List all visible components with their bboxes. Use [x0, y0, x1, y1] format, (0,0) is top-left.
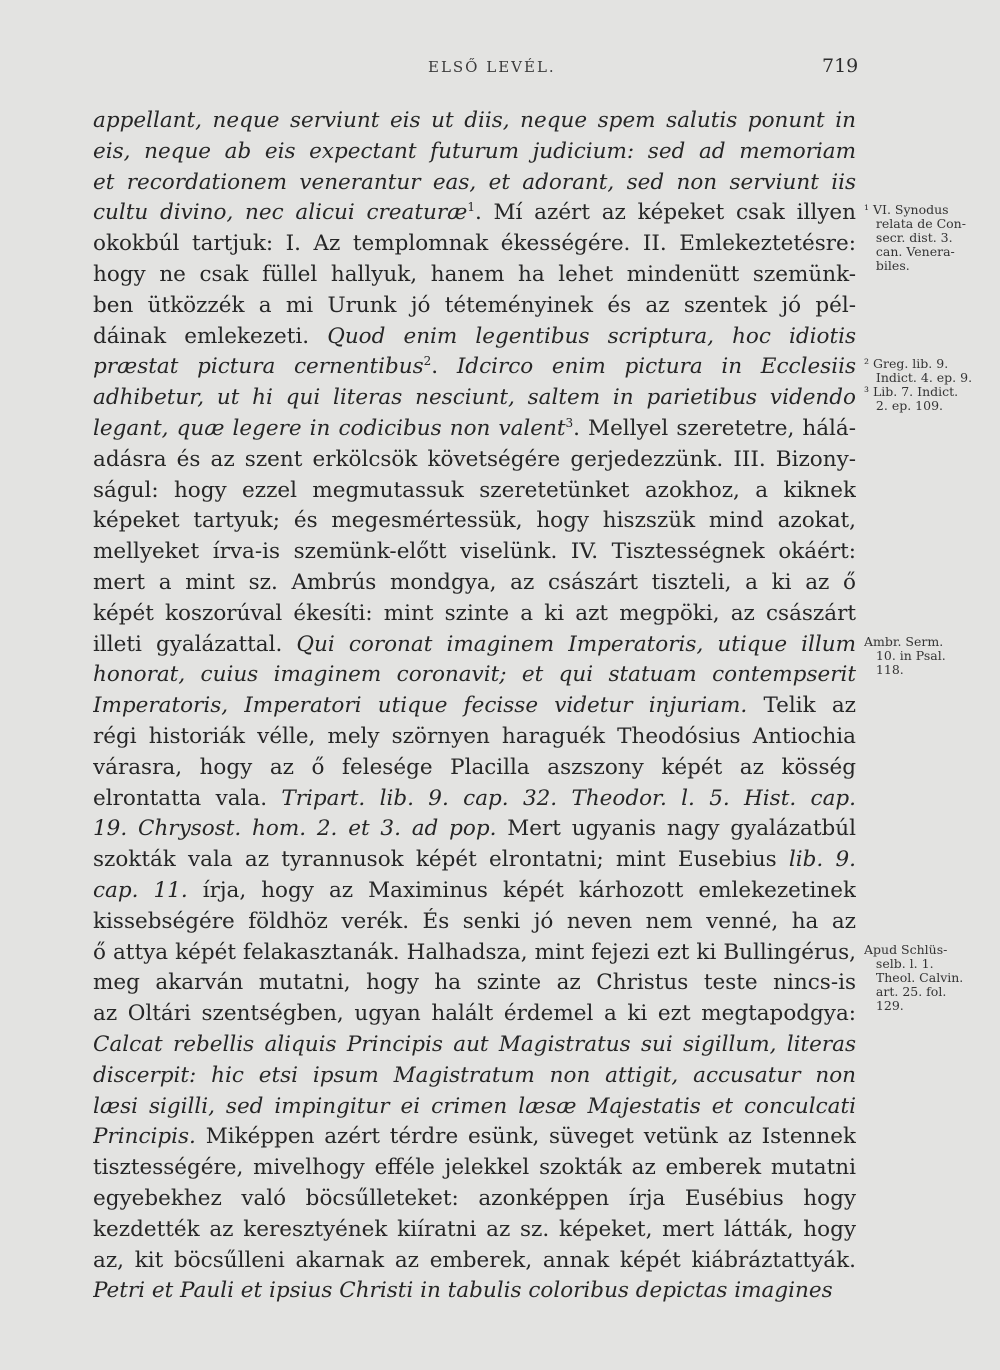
margin-note-line: secr. dist. 3. — [864, 230, 953, 246]
page-number: 719 — [822, 55, 859, 77]
latin-quote: Idcirco enim pictura in Ecclesiis — [456, 354, 856, 380]
text-run: . Mí azért az képeket csak illyen — [474, 200, 856, 226]
margin-note-line: selb. l. 1. — [864, 955, 934, 971]
margin-note — [864, 357, 996, 413]
text-line — [93, 353, 856, 380]
text-line — [93, 692, 856, 719]
margin-note-line: can. Venera- — [864, 244, 955, 260]
running-title: ELSŐ LEVÉL. — [428, 58, 556, 76]
text-run: ő attya képét felakasztanák. Halhadsza, mint fejezi ezt ki Bullingérus, — [93, 939, 856, 965]
text-line — [93, 846, 856, 873]
text-line — [93, 446, 856, 473]
text-run: képeket tartyuk; és megesmértessük, hogy hiszszük mind azokat, — [93, 508, 856, 534]
text-run: várasra, hogy az ő felesége Placilla aszszony képét az kösség — [93, 754, 856, 780]
text-run: okokbúl tartjuk: I. Az templomnak ékességére. II. Emlekeztetésre: — [93, 231, 856, 257]
text-run: Miképpen azért térdre esünk, süveget vetünk az Istennek — [195, 1124, 856, 1150]
margin-note-line: 10. in Psal. — [864, 647, 946, 663]
latin-quote: Calcat rebellis aliquis Principis aut Magistratus sui sigillum, literas — [93, 1032, 856, 1057]
latin-quote: Quod enim legentibus scriptura, hoc idiotis — [327, 323, 856, 349]
latin-quote: honorat, cuius imaginem coronavit; et qui statuam contempserit — [93, 662, 856, 688]
text-run: illeti gyalázattal. — [93, 631, 297, 657]
text-run: adásra és az szent erkölcsök követségére gerjedezzünk. III. Bizony- — [93, 446, 856, 472]
text-run: ben ütközzék a mi Urunk jó téteményinek és az szentek jó pél- — [93, 292, 856, 318]
latin-quote: adhibetur, ut hi qui literas nesciunt, saltem in parietibus videndo — [93, 385, 856, 411]
latin-quote: lib. 9. — [788, 847, 856, 873]
text-line — [93, 661, 856, 688]
text-run: kezdették az keresztyének kiíratni az sz. képeket, mert látták, hogy — [93, 1216, 856, 1242]
text-line — [93, 1154, 856, 1181]
text-line — [93, 815, 856, 842]
text-run: egyebekhez való böcsűlleteket: azonképpen írja Eusébius hogy — [93, 1186, 856, 1211]
margin-note — [864, 203, 996, 273]
text-line — [93, 1062, 856, 1089]
text-line — [93, 631, 856, 658]
text-line — [93, 507, 856, 534]
text-line — [93, 754, 856, 781]
margin-note-line: ¹ VI. Synodus — [864, 203, 949, 218]
latin-quote: 19. Chrysost. hom. 2. et 3. ad pop. — [93, 816, 497, 842]
latin-quote: eis, neque ab eis expectant futurum judicium: sed ad memoriam — [93, 138, 856, 164]
text-line — [93, 384, 856, 411]
text-run: tisztességére, mivelhogy efféle jelekkel szokták az emberek mutatni — [93, 1155, 856, 1181]
text-run: dáinak emlekezeti. — [93, 323, 328, 349]
text-run: . Mellyel szeretetre, hálá- — [573, 416, 856, 441]
text-run: az Oltári szentségben, ugyan halált érdemel a ki ezt megtapodgya: — [93, 1001, 856, 1027]
margin-note-line: relata de Con- — [864, 216, 966, 232]
text-line — [93, 908, 856, 935]
latin-quote: Petri et Pauli et ipsius Christi in tabulis coloribus depictas imagines — [93, 1278, 833, 1304]
margin-note-line: biles. — [864, 258, 910, 274]
text-run: az, kit böcsűlleni akarnak az emberek, annak képét kiábráztattyák. — [93, 1247, 856, 1273]
text-line — [93, 939, 856, 966]
margin-note-line: ³ Lib. 7. Indict. — [864, 384, 959, 400]
text-line — [93, 415, 856, 442]
text-line — [93, 261, 856, 288]
margin-note-line: 2. ep. 109. — [864, 398, 943, 414]
latin-quote: discerpit: hic etsi ipsum Magistratum non attigit, accusatur non — [93, 1062, 856, 1088]
latin-quote: legant, quæ legere in codicibus non valent — [93, 416, 566, 441]
text-line — [93, 1000, 856, 1027]
text-run: hogy ne csak füllel hallyuk, hanem ha lehet mindenütt szemünk- — [93, 262, 856, 287]
text-line — [93, 138, 856, 165]
latin-quote: et recordationem venerantur eas, et adorant, sed non serviunt iis — [93, 169, 856, 195]
latin-quote: Imperatoris, Imperatori utique fecisse videtur injuriam. — [93, 693, 748, 719]
text-line — [93, 292, 856, 319]
text-run: régi historiák vélle, mely szörnyen haraguék Theodósius Antiochia — [93, 724, 856, 749]
margin-note-line: 118. — [864, 661, 904, 677]
latin-quote: cap. 11. — [93, 878, 188, 903]
latin-quote: Principis. — [93, 1124, 196, 1150]
margin-note-line: art. 25. fol. — [864, 983, 947, 999]
margin-note-line: 129. — [864, 997, 904, 1013]
text-run: kissebségére földhöz verék. És senki jó neven nem venné, ha az — [93, 908, 856, 934]
margin-note — [864, 943, 996, 1013]
latin-quote: præstat pictura cernentibus — [93, 354, 424, 380]
footnote-marker: 1 — [467, 200, 475, 215]
text-run: mellyeket írva-is szemünk-előtt viselünk. IV. Tisztességnek okáért: — [93, 539, 856, 565]
text-line — [93, 1185, 856, 1212]
text-line — [93, 323, 856, 350]
latin-quote: Qui coronat imaginem Imperatoris, utique illum — [296, 631, 856, 657]
text-line — [93, 538, 856, 565]
text-line — [93, 723, 856, 750]
footnote-marker: 2 — [423, 354, 432, 369]
text-run: meg akarván mutatni, hogy ha szinte az Christus teste nincs-is — [93, 970, 856, 996]
text-line — [93, 1247, 856, 1274]
text-line — [93, 877, 856, 904]
latin-quote: appellant, neque serviunt eis ut diis, neque spem salutis ponunt in — [93, 108, 856, 133]
margin-note-line: Theol. Calvin. — [864, 969, 964, 985]
margin-note-line: Ambr. Serm. — [864, 634, 944, 649]
text-run: elrontatta vala. — [93, 785, 282, 811]
text-line — [93, 169, 856, 196]
margin-note-line: Apud Schlüs- — [864, 942, 948, 957]
margin-note-line: Indict. 4. ep. 9. — [864, 370, 973, 386]
text-run: . — [431, 354, 457, 380]
text-line — [93, 1277, 856, 1304]
text-line — [93, 1123, 856, 1150]
text-line — [93, 969, 856, 996]
text-line — [93, 569, 856, 596]
text-line — [93, 230, 856, 257]
text-run: mert a mint sz. Ambrús mondgya, az császárt tiszteli, a ki az ő — [93, 570, 856, 595]
latin-quote: læsi sigilli, sed impingitur ei crimen læsæ Majestatis et conculcati — [93, 1093, 856, 1119]
margin-note — [864, 635, 996, 677]
text-line — [93, 1031, 856, 1058]
text-run: képét koszorúval ékesíti: mint szinte a ki azt megpöki, az császárt — [93, 600, 856, 626]
text-run: Telik az — [747, 693, 856, 719]
text-line — [93, 199, 856, 226]
text-line — [93, 477, 856, 504]
text-line — [93, 107, 856, 134]
text-line — [93, 1093, 856, 1120]
latin-quote: cultu divino, nec alicui creaturæ — [93, 200, 468, 226]
text-run: Mert ugyanis nagy gyalázatbúl — [496, 816, 856, 842]
text-line — [93, 600, 856, 627]
text-run: szokták vala az tyrannusok képét elrontatni; mint Eusebius — [93, 847, 789, 873]
margin-note-line: ² Greg. lib. 9. — [864, 357, 949, 372]
footnote-marker: 3 — [565, 415, 574, 430]
text-line — [93, 1216, 856, 1243]
text-run: ságul: hogy ezzel megmutassuk szeretetünket azokhoz, a kiknek — [93, 477, 856, 503]
text-line — [93, 785, 856, 812]
text-run: írja, hogy az Maximinus képét kárhozott emlekezetinek — [187, 878, 856, 903]
latin-quote: Tripart. lib. 9. cap. 32. Theodor. l. 5. Hist. cap. — [281, 785, 856, 811]
